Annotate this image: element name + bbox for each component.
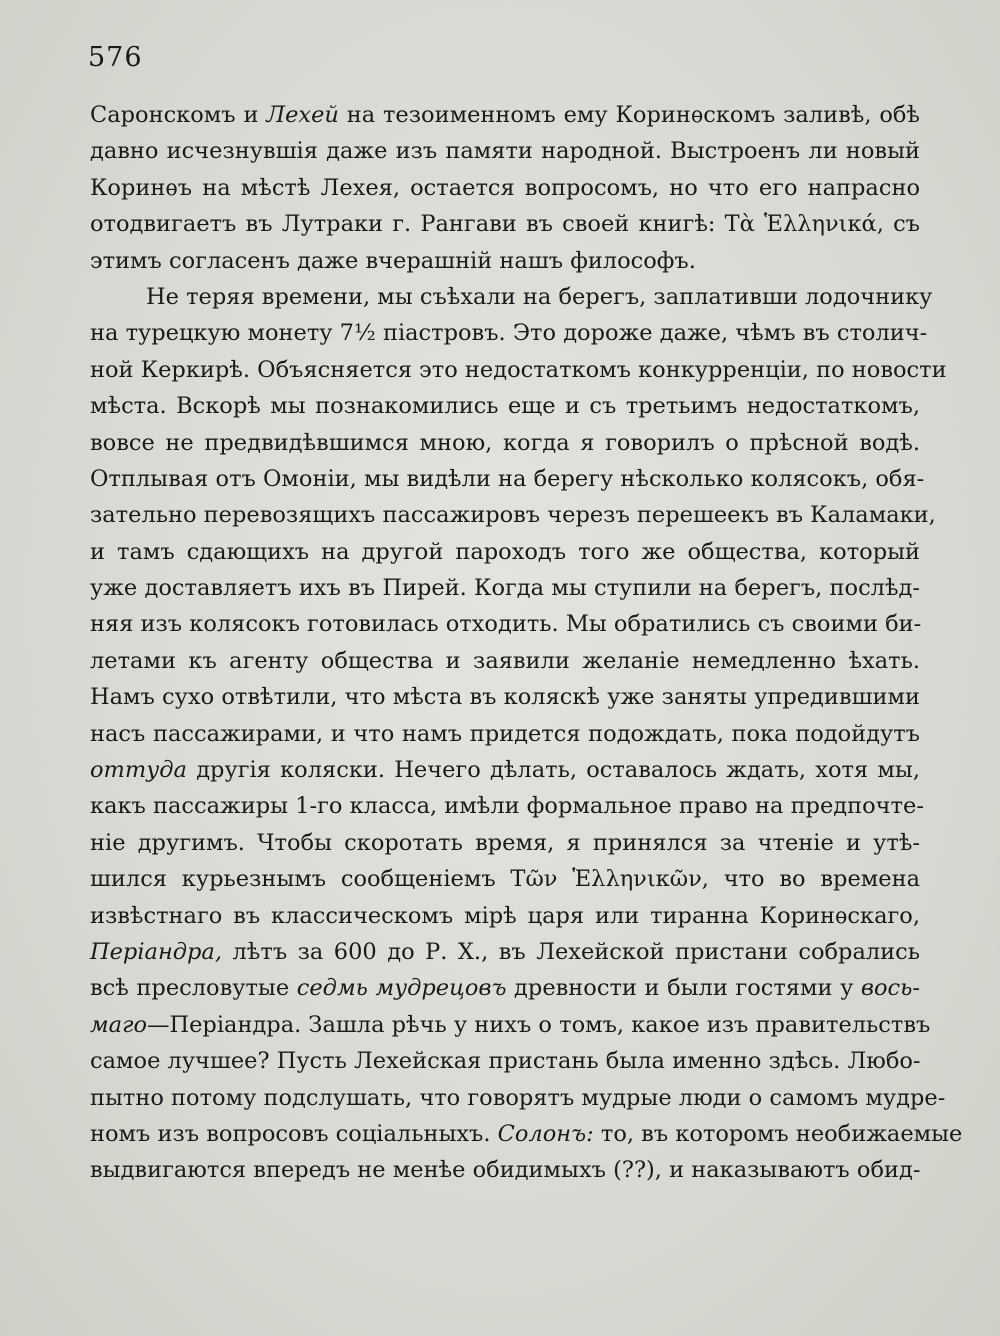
text-line xyxy=(90,206,920,242)
text-segment: ной Керкирѣ. Объясняется это недостаткомъ конкурренціи, по новости xyxy=(90,356,947,383)
text-segment: Коринѳъ на мѣстѣ Лехея, остается вопросомъ, но что его напрасно xyxy=(90,174,920,201)
text-line xyxy=(90,570,920,606)
text-line xyxy=(90,133,920,169)
text-segment: —Періандра. Зашла рѣчь у нихъ о томъ, какое изъ правительствъ xyxy=(147,1011,931,1038)
italic-text: Солонъ: xyxy=(497,1120,594,1147)
text-line xyxy=(90,97,920,133)
text-segment: ніе другимъ. Чтобы скоротать время, я принялся за чтеніе и утѣ- xyxy=(90,829,920,856)
text-segment: на тезоименномъ ему Коринѳскомъ заливѣ, обѣ xyxy=(338,102,920,128)
text-line xyxy=(90,279,933,315)
text-line xyxy=(90,861,920,897)
text-line xyxy=(90,970,920,1006)
text-line xyxy=(90,752,920,788)
text-line xyxy=(90,243,920,279)
text-segment: на турецкую монету 7½ піастровъ. Это дороже даже, чѣмъ въ столич- xyxy=(90,320,928,347)
text-segment: номъ изъ вопросовъ соціальныхъ. xyxy=(90,1120,498,1147)
text-segment: Саронскомъ и xyxy=(90,102,267,128)
text-segment: и тамъ сдающихъ на другой пароходъ того же общества, который xyxy=(90,538,920,565)
text-line xyxy=(90,679,920,715)
text-segment: няя изъ колясокъ готовилась отходить. Мы обратились съ своими би- xyxy=(90,611,922,638)
text-line xyxy=(90,1007,931,1043)
text-line xyxy=(90,825,920,861)
text-segment: уже доставляетъ ихъ въ Пирей. Когда мы ступили на берегъ, послѣд- xyxy=(90,575,920,602)
text-segment: летами къ агенту общества и заявили желаніе немедленно ѣхать. xyxy=(90,647,920,674)
text-segment: отодвигаетъ въ Лутраки г. Рангави въ своей книгѣ: Τὰ Ἑλληνικά, съ xyxy=(90,211,920,238)
text-line xyxy=(90,352,947,388)
text-segment: вовсе не предвидѣвшимся мною, когда я говорилъ о прѣсной водѣ. xyxy=(90,429,920,456)
text-segment: шился курьезнымъ сообщеніемъ Τῶν Ἑλληνικῶν, что во времена xyxy=(90,866,920,893)
italic-text: оттуда xyxy=(90,757,187,784)
italic-text: Лехей xyxy=(266,102,339,128)
text-line xyxy=(90,1043,920,1079)
text-segment: Отплывая отъ Омоніи, мы видѣли на берегу нѣсколько колясокъ, обя- xyxy=(90,465,925,492)
text-segment: самое лучшее? Пусть Лехейская пристань была именно здѣсь. Любо- xyxy=(90,1048,921,1075)
text-line xyxy=(90,788,924,824)
text-line xyxy=(90,461,925,497)
text-segment: пытно потому подслушать, что говорятъ мудрые люди о самомъ мудре- xyxy=(90,1084,946,1111)
page-number: 576 xyxy=(88,42,143,73)
text-line xyxy=(90,497,936,533)
text-segment: какъ пассажиры 1-го класса, имѣли формальное право на предпочте- xyxy=(90,793,924,820)
text-segment: другія коляски. Нечего дѣлать, оставалось ждать, хотя мы, xyxy=(186,757,920,784)
text-line xyxy=(90,1116,963,1152)
text-segment: этимъ согласенъ даже вчерашній нашъ философъ. xyxy=(90,247,696,274)
text-segment: то, въ которомъ необижаемые xyxy=(593,1120,963,1147)
text-segment: всѣ пресловутые xyxy=(90,975,297,1002)
text-line xyxy=(90,425,920,461)
text-line xyxy=(90,315,928,351)
text-line xyxy=(90,1080,946,1116)
italic-text: Періандра, xyxy=(90,938,223,965)
text-line xyxy=(90,934,920,970)
text-segment: Не теряя времени, мы съѣхали на берегъ, заплативши лодочнику xyxy=(146,283,933,310)
text-line xyxy=(90,534,920,570)
italic-text: вось- xyxy=(860,975,921,1002)
text-segment: Намъ сухо отвѣтили, что мѣста въ коляскѣ уже заняты упредившими xyxy=(90,684,920,711)
text-segment: древности и были гостями у xyxy=(506,975,861,1002)
text-line xyxy=(90,1152,920,1188)
text-line xyxy=(90,606,920,642)
text-segment: зательно перевозящихъ пассажировъ черезъ перешеекъ въ Каламаки, xyxy=(90,502,936,529)
text-segment: мѣста. Вскорѣ мы познакомились еще и съ третьимъ недостаткомъ, xyxy=(90,393,920,420)
text-segment: лѣтъ за 600 до Р. Х., въ Лехейской пристани собрались xyxy=(222,938,920,965)
italic-text: седмь мудрецовъ xyxy=(296,975,507,1002)
text-segment: давно исчезнувшія даже изъ памяти народной. Выстроенъ ли новый xyxy=(90,138,920,165)
text-segment: выдвигаются впередъ не менѣе обидимыхъ (??), и наказываютъ обид- xyxy=(90,1157,921,1184)
body-text xyxy=(90,97,963,1189)
italic-text: маго xyxy=(90,1011,147,1038)
text-line xyxy=(90,643,920,679)
text-line xyxy=(90,170,920,206)
text-segment: извѣстнаго въ классическомъ мірѣ царя или тиранна Коринѳскаго, xyxy=(90,902,920,929)
text-segment: насъ пассажирами, и что намъ придется подождать, пока подойдутъ xyxy=(90,720,920,747)
text-line xyxy=(90,716,920,752)
text-line xyxy=(90,388,920,424)
text-line xyxy=(90,898,920,934)
